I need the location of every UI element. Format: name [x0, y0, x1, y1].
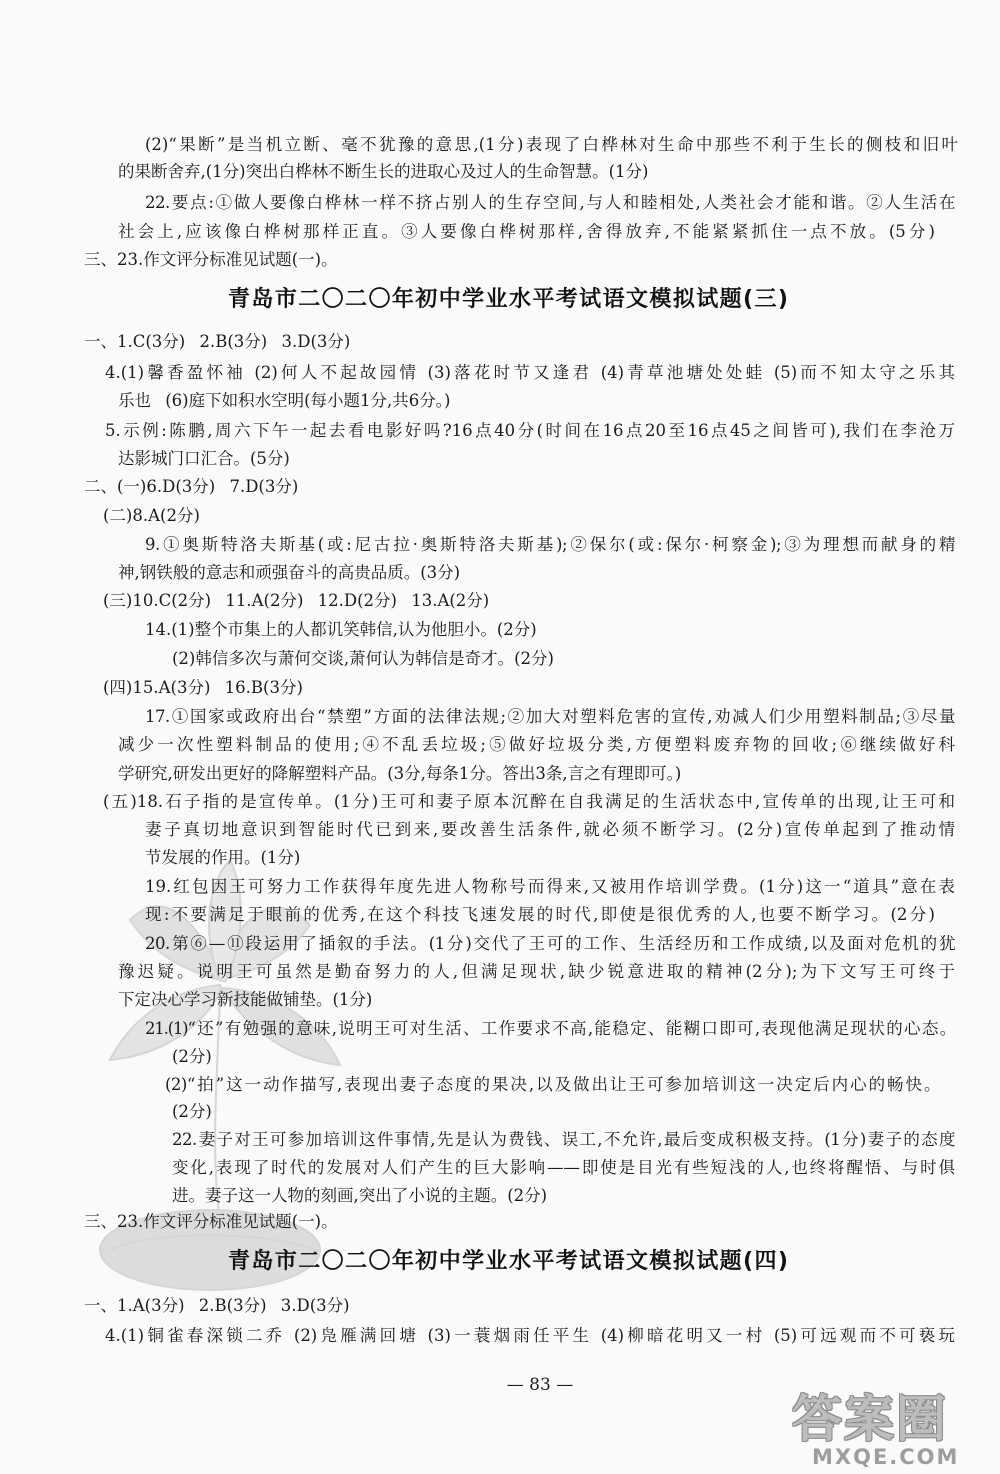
answer-line: 减少一次性塑料制品的使用;④不乱丢垃圾;⑤做好垃圾分类,方便塑料废弃物的回收;⑥继续做好科: [118, 735, 955, 754]
answer-line: 22.妻子对王可参加培训这件事情,先是认为费钱、误工,不允许,最后变成积极支持。(1分)妻子的态度: [172, 1130, 955, 1149]
answer-line: (2分): [172, 1102, 212, 1121]
answer-line: 下定决心学习新技能做铺垫。(1分): [118, 990, 373, 1009]
answer-line: 22.要点:①做人要像白桦林一样不挤占别人的生存空间,与人和睦相处,人类社会才能和谐。②人生活在: [145, 193, 955, 212]
answer-line: 三、23.作文评分标准见试题(一)。: [84, 1212, 338, 1231]
answer-line: 变化,表现了时代的发展对人们产生的巨大影响——即使是目光有些短浅的人,也终将醒悟、与时俱: [172, 1158, 955, 1177]
section-title: 青岛市二〇二〇年初中学业水平考试语文模拟试题(四): [228, 1249, 788, 1274]
answer-line: 神,钢铁般的意志和顽强奋斗的高贵品质。(3分): [118, 563, 461, 582]
section-title: 青岛市二〇二〇年初中学业水平考试语文模拟试题(三): [228, 287, 788, 312]
answer-line: 一、1.A(3分) 2.B(3分) 3.D(3分): [84, 1296, 350, 1315]
answer-line: 学研究,研发出更好的降解塑料产品。(3分,每条1分。答出3条,言之有理即可。): [118, 764, 682, 783]
answer-line: 节发展的作用。(1分): [145, 848, 301, 867]
watermark-logo: 答案圈: [792, 1390, 948, 1448]
answer-line: 豫迟疑。说明王可虽然是勤奋努力的人,但满足现状,缺少锐意进取的精神(2分);为下文写王可终于: [118, 962, 955, 981]
answer-line: (2)“拍”这一动作描写,表现出妻子态度的果决,以及做出让王可参加培训这一决定后内心的畅快。: [165, 1075, 940, 1094]
answer-line: (五)18.石子指的是宣传单。(1分)王可和妻子原本沉醉在自我满足的生活状态中,宣传单的出现,让王可和: [103, 792, 955, 811]
answer-line: 4.(1)铜雀春深锁二乔 (2)凫雁满回塘 (3)一蓑烟雨任平生 (4)柳暗花明又一村 (5)可远观而不可亵玩: [105, 1326, 955, 1345]
answer-line: 19.红包因王可努力工作获得年度先进人物称号而得来,又被用作培训学费。(1分)这一“道具”意在表: [145, 877, 955, 896]
answer-line: 二、(一)6.D(3分) 7.D(3分): [84, 477, 299, 496]
answer-line: 17.①国家或政府出台“禁塑”方面的法律法规;②加大对塑料危害的宣传,劝减人们少用塑料制品;③尽量: [145, 707, 955, 726]
answer-line: (三)10.C(2分) 11.A(2分) 12.D(2分) 13.A(2分): [103, 591, 490, 610]
answer-line: 5.示例:陈鹏,周六下午一起去看电影好吗?16点40分(时间在16点20至16点45之间皆可),我们在李沧万: [105, 421, 955, 440]
answer-line: (2)韩信多次与萧何交谈,萧何认为韩信是奇才。(2分): [172, 649, 554, 668]
answer-line: 14.(1)整个市集上的人都讥笑韩信,认为他胆小。(2分): [145, 620, 537, 639]
answer-line: (2)“果断”是当机立断、毫不犹豫的意思,(1分)表现了白桦林对生命中那些不利于生长的侧枝和旧叶: [145, 135, 958, 154]
answer-line: 的果断舍弃,(1分)突出白桦林不断生长的进取心及过人的生命智慧。(1分): [118, 162, 649, 181]
answer-line: 现:不要满足于眼前的优秀,在这个科技飞速发展的时代,即使是很优秀的人,也要不断学习。(2分): [145, 905, 935, 924]
answer-line: 一、1.C(3分) 2.B(3分) 3.D(3分): [84, 332, 351, 351]
answer-line: (2分): [172, 1047, 212, 1066]
answer-line: 20.第⑥—⑪段运用了插叙的手法。(1分)交代了王可的工作、生活经历和工作成绩,以及面对危机的犹: [145, 934, 955, 953]
answer-line: (二)8.A(2分): [103, 506, 200, 525]
answer-line: (四)15.A(3分) 16.B(3分): [103, 678, 303, 697]
answer-line: 达影城门口汇合。(5分): [118, 449, 290, 468]
answer-line: 9.①奥斯特洛夫斯基(或:尼古拉·奥斯特洛夫斯基);②保尔(或:保尔·柯察金);③为理想而献身的精: [145, 535, 955, 554]
answer-line: 三、23.作文评分标准见试题(一)。: [84, 250, 338, 269]
answer-line: 4.(1)馨香盈怀袖 (2)何人不起故园情 (3)落花时节又逢君 (4)青草池塘处处蛙 (5)而不知太守之乐其: [105, 363, 955, 382]
answer-line: 乐也 (6)庭下如积水空明(每小题1分,共6分。): [118, 391, 451, 410]
answer-line: 21.(1)“还”有勉强的意味,说明王可对生活、工作要求不高,能稳定、能糊口即可,表现他满足现状的心态。: [145, 1019, 955, 1038]
page-number: — 83 —: [506, 1375, 574, 1395]
watermark-url: MXQE.COM: [812, 1445, 960, 1469]
answer-line: 妻子真切地意识到智能时代已到来,要改善生活条件,就必须不断学习。(2分)宣传单起到了推动情: [145, 820, 955, 839]
answer-line: 社会上,应该像白桦树那样正直。③人要像白桦树那样,舍得放弃,不能紧紧抓住一点不放。(5分): [118, 222, 935, 241]
answer-line: 进。妻子这一人物的刻画,突出了小说的主题。(2分): [172, 1186, 548, 1205]
